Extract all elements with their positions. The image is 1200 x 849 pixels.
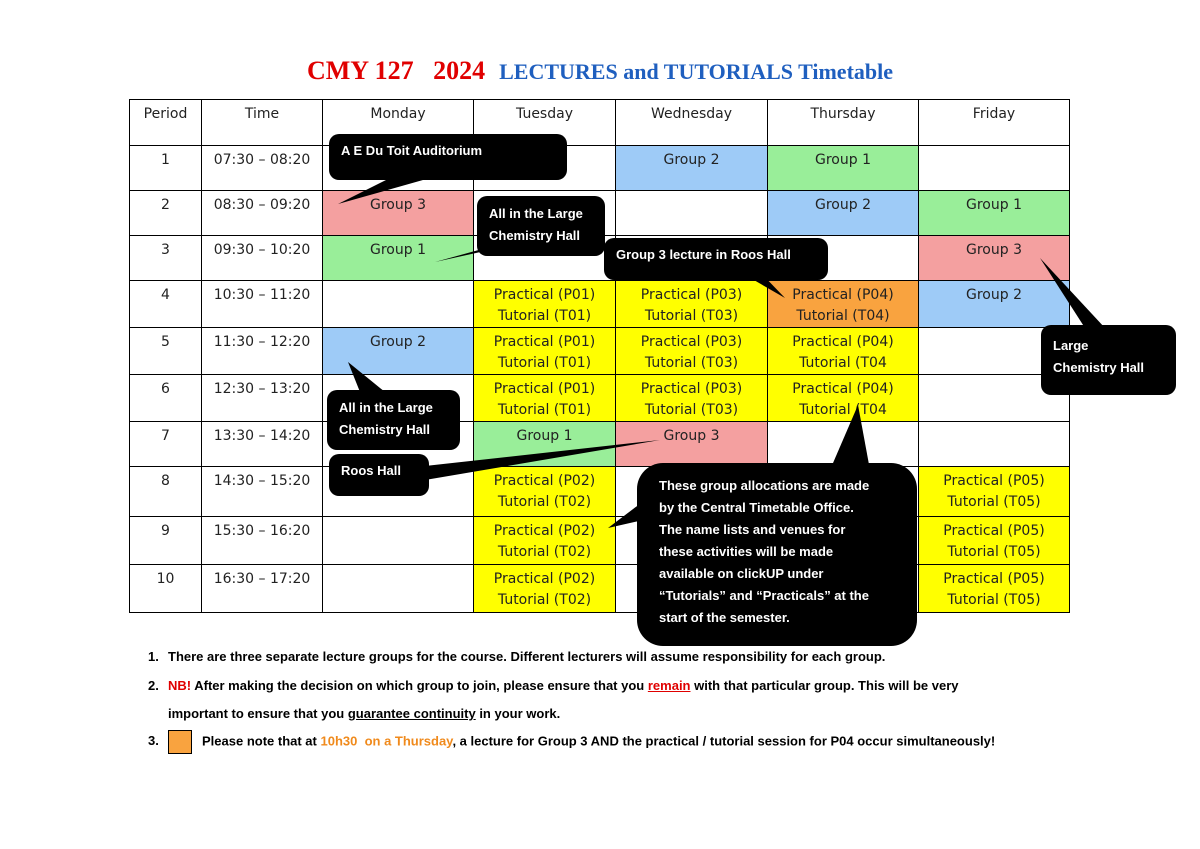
callout-large-hall-tuesday-line1: All in the Large bbox=[489, 206, 583, 221]
note-1-text: There are three separate lecture groups for the course. Different lecturers will assume responsibility for each group. bbox=[168, 649, 886, 664]
session-label: Group 2 bbox=[370, 334, 426, 350]
session-label: Practical (P03) bbox=[640, 381, 743, 397]
period-cell: 10 bbox=[130, 565, 202, 613]
callout-large-hall-monday bbox=[327, 390, 460, 450]
period-cell: 6 bbox=[130, 375, 202, 422]
header-friday: Friday bbox=[919, 100, 1070, 146]
session-label: Tutorial (T05) bbox=[947, 494, 1041, 510]
session-label: Group 1 bbox=[516, 428, 573, 444]
session-label: Group 1 bbox=[966, 197, 1022, 213]
period-cell: 1 bbox=[130, 146, 202, 191]
session-label: Tutorial (T01) bbox=[497, 355, 592, 371]
orange-swatch bbox=[168, 730, 192, 754]
period-cell: 4 bbox=[130, 281, 202, 328]
callout-roos-lecture-text: Group 3 lecture in Roos Hall bbox=[616, 247, 791, 262]
time-cell: 10:30 – 11:20 bbox=[202, 281, 323, 328]
callout-large-hall-monday-line1: All in the Large bbox=[339, 400, 433, 415]
callout-large-hall-friday-line1: Large bbox=[1053, 338, 1089, 353]
header-time: Time bbox=[202, 100, 323, 146]
callout-large-hall-tuesday bbox=[477, 196, 605, 256]
session-label: Tutorial (T01) bbox=[497, 308, 592, 324]
session-label: Practical (P05) bbox=[943, 473, 1045, 489]
session-label: Tutorial (T05) bbox=[947, 592, 1041, 608]
note-2-text-c: important to ensure that you bbox=[168, 706, 348, 721]
session-label: Practical (P02) bbox=[493, 473, 596, 489]
note-3-text-b: , a lecture for Group 3 AND the practical / tutorial session for P04 occur simultaneously! bbox=[452, 733, 996, 749]
session-label: Group 2 bbox=[966, 287, 1022, 303]
note-2-text-b: with that particular group. This will be very bbox=[690, 678, 959, 693]
note-number: 3. bbox=[148, 733, 159, 749]
course-code: CMY 127 2024 bbox=[306, 56, 486, 85]
session-label: Tutorial (T01) bbox=[497, 402, 592, 418]
allocation-line: “Tutorials” and “Practicals” at the bbox=[659, 588, 869, 603]
time-cell: 11:30 – 12:20 bbox=[202, 328, 323, 375]
session-label: Practical (P05) bbox=[943, 523, 1045, 539]
callout-roos-lecture bbox=[604, 238, 828, 280]
time-cell: 16:30 – 17:20 bbox=[202, 565, 323, 613]
allocation-line: The name lists and venues for bbox=[659, 522, 846, 537]
note-2-text-d: in your work. bbox=[475, 706, 561, 721]
callout-roos-hall bbox=[329, 454, 429, 496]
time-cell: 08:30 – 09:20 bbox=[202, 191, 323, 236]
session-label: Practical (P04) bbox=[792, 381, 894, 397]
callout-large-hall-friday-line2: Chemistry Hall bbox=[1053, 360, 1145, 375]
note-2-continued bbox=[168, 706, 560, 721]
header-wednesday: Wednesday bbox=[616, 100, 768, 146]
session-label: Tutorial (T05) bbox=[947, 544, 1041, 560]
note-2-text-a: After making the decision on which group to join, please ensure that you bbox=[191, 678, 648, 693]
session-label: Practical (P05) bbox=[943, 571, 1045, 587]
header-thursday: Thursday bbox=[768, 100, 919, 146]
period-cell: 9 bbox=[130, 517, 202, 565]
period-cell: 8 bbox=[130, 467, 202, 517]
session-label: Practical (P03) bbox=[640, 287, 743, 303]
session-label: Practical (P01) bbox=[493, 287, 596, 303]
remain-emphasis: remain bbox=[647, 678, 691, 693]
session-label: Practical (P02) bbox=[493, 571, 596, 587]
session-label: Tutorial (T04) bbox=[796, 308, 890, 324]
session-label: Group 3 bbox=[370, 197, 426, 213]
callout-large-hall-tuesday-line2: Chemistry Hall bbox=[489, 228, 581, 243]
callout-auditorium bbox=[329, 134, 567, 180]
allocation-line: start of the semester. bbox=[659, 610, 790, 625]
tail-roos-hall bbox=[425, 440, 660, 480]
session-label: Group 1 bbox=[815, 152, 871, 168]
note-number: 1. bbox=[148, 649, 159, 664]
header-monday: Monday bbox=[323, 100, 474, 146]
timetable-subtitle: LECTURES and TUTORIALS Timetable bbox=[499, 59, 894, 84]
callout-roos-hall-text: Roos Hall bbox=[341, 463, 401, 478]
thursday-time-emphasis: 10h30 on a Thursday bbox=[320, 733, 453, 749]
session-label: Practical (P02) bbox=[493, 523, 596, 539]
time-cell: 14:30 – 15:20 bbox=[202, 467, 323, 517]
session-label: Group 3 bbox=[663, 428, 720, 444]
nb-label: NB! bbox=[168, 678, 192, 693]
session-label: Tutorial (T03) bbox=[644, 402, 739, 418]
allocation-line: available on clickUP under bbox=[659, 566, 824, 581]
allocation-line: by the Central Timetable Office. bbox=[659, 500, 854, 515]
callout-large-hall-monday-line2: Chemistry Hall bbox=[339, 422, 431, 437]
session-label: Group 2 bbox=[663, 152, 720, 168]
period-cell: 5 bbox=[130, 328, 202, 375]
session-label: Group 2 bbox=[815, 197, 871, 213]
time-cell: 15:30 – 16:20 bbox=[202, 517, 323, 565]
session-label: Tutorial (T04 bbox=[799, 355, 887, 371]
time-cell: 12:30 – 13:20 bbox=[202, 375, 323, 422]
session-label: Tutorial (T03) bbox=[644, 308, 739, 324]
note-2 bbox=[148, 678, 959, 693]
session-label: Practical (P04) bbox=[792, 287, 894, 303]
note-1 bbox=[148, 649, 885, 664]
tail-allocation-top bbox=[830, 405, 870, 470]
session-label: Tutorial (T03) bbox=[644, 355, 739, 371]
allocation-line: these activities will be made bbox=[659, 544, 834, 559]
session-label: Group 1 bbox=[370, 242, 426, 258]
note-3 bbox=[148, 730, 995, 754]
note-3-text-a: Please note that at bbox=[202, 733, 321, 749]
guarantee-emphasis: guarantee continuity bbox=[347, 706, 476, 721]
period-cell: 2 bbox=[130, 191, 202, 236]
period-cell: 7 bbox=[130, 422, 202, 467]
session-label: Tutorial (T02) bbox=[497, 494, 592, 510]
tail-large-hall-mon bbox=[348, 362, 385, 392]
tail-auditorium bbox=[338, 178, 430, 204]
callout-large-hall-friday bbox=[1041, 325, 1176, 395]
session-label: Group 3 bbox=[966, 242, 1022, 258]
session-label: Practical (P01) bbox=[493, 334, 596, 350]
allocation-line: These group allocations are made bbox=[659, 478, 870, 493]
header-period: Period bbox=[130, 100, 202, 146]
callout-allocation bbox=[637, 463, 917, 646]
note-number: 2. bbox=[148, 678, 159, 693]
session-label: Tutorial (T02) bbox=[497, 592, 592, 608]
time-cell: 13:30 – 14:20 bbox=[202, 422, 323, 467]
tail-large-hall-fri bbox=[1040, 258, 1105, 328]
session-label: Practical (P03) bbox=[640, 334, 743, 350]
session-label: Tutorial (T04 bbox=[799, 402, 887, 418]
time-cell: 07:30 – 08:20 bbox=[202, 146, 323, 191]
session-label: Practical (P04) bbox=[792, 334, 894, 350]
callout-auditorium-text: A E Du Toit Auditorium bbox=[341, 143, 483, 158]
session-label: Tutorial (T02) bbox=[497, 544, 592, 560]
header-tuesday: Tuesday bbox=[474, 100, 616, 146]
time-cell: 09:30 – 10:20 bbox=[202, 236, 323, 281]
session-label: Practical (P01) bbox=[493, 381, 596, 397]
period-cell: 3 bbox=[130, 236, 202, 281]
